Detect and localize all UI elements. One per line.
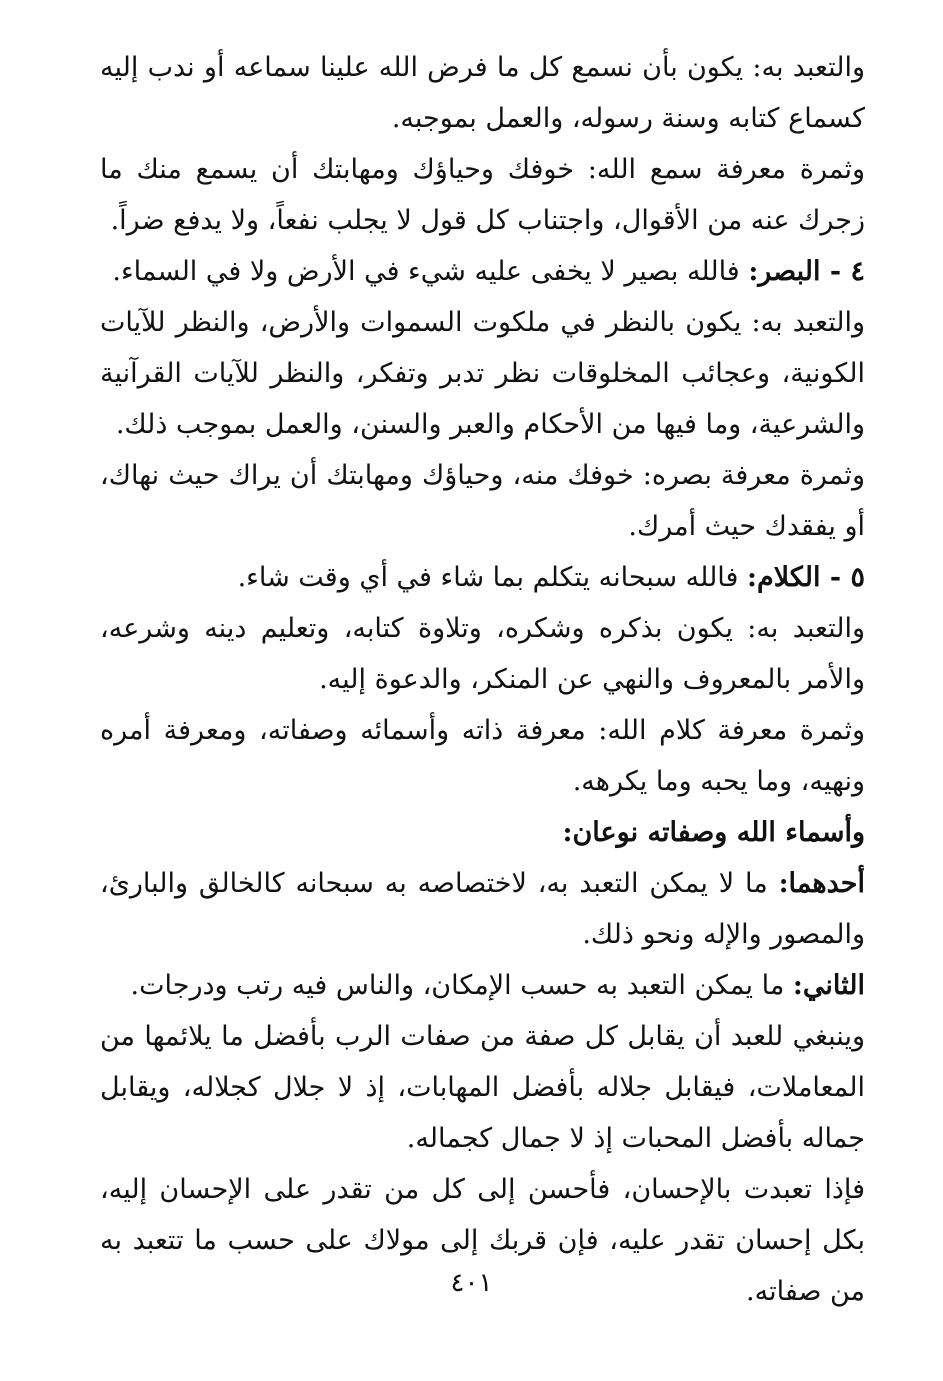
paragraph-1 xyxy=(100,42,865,144)
paragraph-first-type xyxy=(100,858,865,960)
paragraph-2 xyxy=(100,144,865,246)
section-heading: وأسماء الله وصفاته نوعان: xyxy=(562,817,865,848)
paragraph-kalam-heading xyxy=(100,552,865,603)
paragraph-lead: أحدهما: xyxy=(778,868,865,899)
paragraph-text: فإذا تعبدت بالإحسان، فأحسن إلى كل من تقدر على الإحسان إليه، بكل إحسان تقدر عليه، فإن قربك إلى مولاك على حسب ما تتعبد به من صفاته. xyxy=(100,1174,865,1307)
paragraph-text: فالله سبحانه يتكلم بما شاء في أي وقت شاء. xyxy=(237,562,748,593)
paragraph-text: ما يمكن التعبد به حسب الإمكان، والناس فيه رتب ودرجات. xyxy=(130,970,793,1001)
paragraph-4 xyxy=(100,297,865,450)
paragraph-text: والتعبد به: يكون بالنظر في ملكوت السموات والأرض، والنظر للآيات الكونية، وعجائب المخلوقات نظر تدبر وتفكر، والنظر للآيات القرآنية والشرعية، وما فيها من الأحكام والعبر والسنن، والعمل بموجب ذلك. xyxy=(100,307,865,440)
paragraph-7 xyxy=(100,603,865,705)
paragraph-text: وثمرة معرفة بصره: خوفك منه، وحياؤك ومهابتك أن يراك حيث نهاك، أو يفقدك حيث أمرك. xyxy=(100,460,865,542)
paragraph-lead: الثاني: xyxy=(792,970,865,1001)
paragraph-text: فالله بصير لا يخفى عليه شيء في الأرض ولا في السماء. xyxy=(112,256,749,287)
page-number: ٤٠١ xyxy=(450,1268,493,1298)
page-body xyxy=(100,42,865,1317)
paragraph-basar-heading xyxy=(100,246,865,297)
paragraph-second-type xyxy=(100,960,865,1011)
paragraph-types-heading xyxy=(100,807,865,858)
paragraph-text: وينبغي للعبد أن يقابل كل صفة من صفات الرب بأفضل ما يلائمها من المعاملات، فيقابل جلاله بأفضل المهابات، إذ لا جلال كجلاله، ويقابل جماله بأفضل المحبات إذ لا جمال كجماله. xyxy=(100,1021,865,1154)
section-heading: ٥ - الكلام: xyxy=(747,562,865,593)
paragraph-text: والتعبد به: يكون بأن نسمع كل ما فرض الله علينا سماعه أو ندب إليه كسماع كتابه وسنة رسوله، والعمل بموجبه. xyxy=(100,52,865,134)
paragraph-5 xyxy=(100,450,865,552)
paragraph-8 xyxy=(100,705,865,807)
section-heading: ٤ - البصر: xyxy=(748,256,865,287)
paragraph-text: وثمرة معرفة كلام الله: معرفة ذاته وأسمائه وصفاته، ومعرفة أمره ونهيه، وما يحبه وما يكرهه. xyxy=(100,715,865,797)
paragraph-text: والتعبد به: يكون بذكره وشكره، وتلاوة كتابه، وتعليم دينه وشرعه، والأمر بالمعروف والنهي عن المنكر، والدعوة إليه. xyxy=(100,613,865,695)
paragraph-text: وثمرة معرفة سمع الله: خوفك وحياؤك ومهابتك أن يسمع منك ما زجرك عنه من الأقوال، واجتناب كل قول لا يجلب نفعاً، ولا يدفع ضراً. xyxy=(100,154,865,236)
paragraph-12 xyxy=(100,1011,865,1164)
paragraph-text: ما لا يمكن التعبد به، لاختصاصه به سبحانه كالخالق والبارئ، والمصور والإله ونحو ذلك. xyxy=(100,868,865,950)
